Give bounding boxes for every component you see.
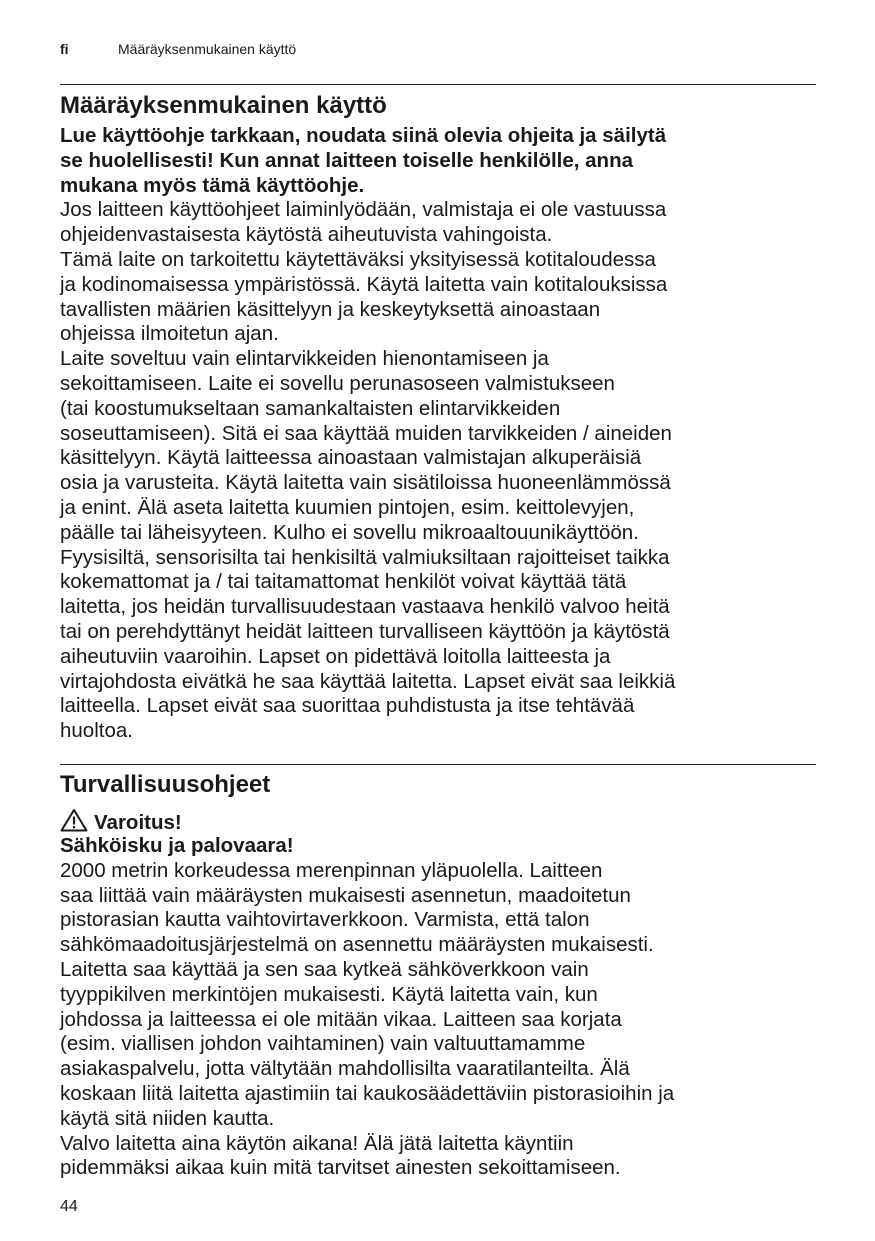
text-line: päälle tai läheisyyteen. Kulho ei sovellu mikroaaltouunikäyttöön. <box>60 520 639 544</box>
text-line: huoltoa. <box>60 719 133 743</box>
text-line: sähkömaadoitusjärjestelmä on asennettu määräysten mukaisesti. <box>60 933 654 957</box>
text-line: sekoittamiseen. Laite ei sovellu perunasoseen valmistukseen <box>60 371 615 395</box>
text-line: laitteella. Lapset eivät saa suorittaa puhdistusta ja itse tehtävää <box>60 694 635 718</box>
text-line: pidemmäksi aikaa kuin mitä tarvitset ainesten sekoittamiseen. <box>60 1156 621 1180</box>
text-line: (esim. viallisen johdon vaihtaminen) vain valtuuttamamme <box>60 1032 586 1056</box>
text-line: tavallisten määrien käsittelyyn ja keskeytyksettä ainoastaan <box>60 297 601 321</box>
text-line: laitetta, jos heidän turvallisuudestaan vastaava henkilö valvoo heitä <box>60 595 670 619</box>
bold-line: Lue käyttöohje tarkkaan, noudata siinä olevia ohjeita ja säilytä <box>60 124 667 147</box>
bold-line: se huolellisesti! Kun annat laitteen toiselle henkilölle, anna <box>60 148 633 172</box>
text-line: 2000 metrin korkeudessa merenpinnan yläpuolella. Laitteen <box>60 858 603 882</box>
text-line: Valvo laitetta aina käytön aikana! Älä jätä laitetta käyntiin <box>60 1131 574 1155</box>
text-line: soseuttamiseen). Sitä ei saa käyttää muiden tarvikkeiden / aineiden <box>60 421 672 445</box>
text-line: koskaan liitä laitetta ajastimiin tai kaukosäädettäviin pistorasioihin ja <box>60 1081 675 1105</box>
text-line: (tai koostumukseltaan samankaltaisten elintarvikkeiden <box>60 396 561 420</box>
intro-text <box>60 124 816 744</box>
text-line: Fyysisiltä, sensorisilta tai henkisiltä valmiuksiltaan rajoitteiset taikka <box>60 545 670 569</box>
warning-triangle-icon <box>60 808 88 832</box>
divider <box>60 764 816 765</box>
text-line: ohjeidenvastaisesta käytöstä aiheutuvista vahingoista. <box>60 223 553 247</box>
language-code: fi <box>60 41 69 57</box>
section-title: Turvallisuusohjeet <box>60 771 271 798</box>
divider <box>60 84 816 85</box>
text-line: aiheutuviin vaaroihin. Lapset on pidettävä loitolla laitteesta ja <box>60 644 611 668</box>
text-line: Laitetta saa käyttää ja sen saa kytkeä sähköverkkoon vain <box>60 957 589 981</box>
running-header-title: Määräyksenmukainen käyttö <box>118 41 297 57</box>
text-line: käsittelyyn. Käytä laitteessa ainoastaan valmistajan alkuperäisiä <box>60 446 642 470</box>
text-line: virtajohdosta eivätkä he saa käyttää laitetta. Lapset eivät saa leikkiä <box>60 669 676 693</box>
warning-heading <box>60 808 182 836</box>
warning-label: Varoitus! <box>94 811 182 834</box>
text-line: saa liittää vain määräysten mukaisesti asennetun, maadoitetun <box>60 883 631 907</box>
text-line: ja kodinomaisessa ympäristössä. Käytä laitetta vain kotitalouksissa <box>60 272 668 296</box>
page-number: 44 <box>60 1198 78 1215</box>
bold-line: mukana myös tämä käyttöohje. <box>60 173 365 197</box>
text-line: osia ja varusteita. Käytä laitetta vain sisätiloissa huoneenlämmössä <box>60 471 671 495</box>
text-line: tai on perehdyttänyt heidät laitteen turvalliseen käyttöön ja käytöstä <box>60 619 670 643</box>
text-line: Tämä laite on tarkoitettu käytettäväksi yksityisessä kotitaloudessa <box>60 247 656 271</box>
text-line: johdossa ja laitteessa ei ole mitään vikaa. Laitteen saa korjata <box>60 1007 622 1031</box>
safety-text <box>60 834 816 1181</box>
text-line: Laite soveltuu vain elintarvikkeiden hienontamiseen ja <box>60 347 549 371</box>
text-line: käytä sitä niiden kautta. <box>60 1106 275 1130</box>
text-line: kokemattomat ja / tai taitamattomat henkilöt voivat käyttää tätä <box>60 570 627 594</box>
text-line: tyyppikilven merkintöjen mukaisesti. Käytä laitetta vain, kun <box>60 982 598 1006</box>
text-line: ohjeissa ilmoitetun ajan. <box>60 322 279 346</box>
running-header <box>60 40 297 58</box>
section-title: Määräyksenmukainen käyttö <box>60 92 387 119</box>
text-line: pistorasian kautta vaihtovirtaverkkoon. Varmista, että talon <box>60 908 590 932</box>
text-line: asiakaspalvelu, jotta vältytään mahdollisilta vaaratilanteilta. Älä <box>60 1057 630 1081</box>
text-line: ja enint. Älä aseta laitetta kuumien pintojen, esim. keittolevyjen, <box>60 495 635 519</box>
text-line: Jos laitteen käyttöohjeet laiminlyödään, valmistaja ei ole vastuussa <box>60 198 667 222</box>
hazard-title: Sähköisku ja palovaara! <box>60 834 294 857</box>
